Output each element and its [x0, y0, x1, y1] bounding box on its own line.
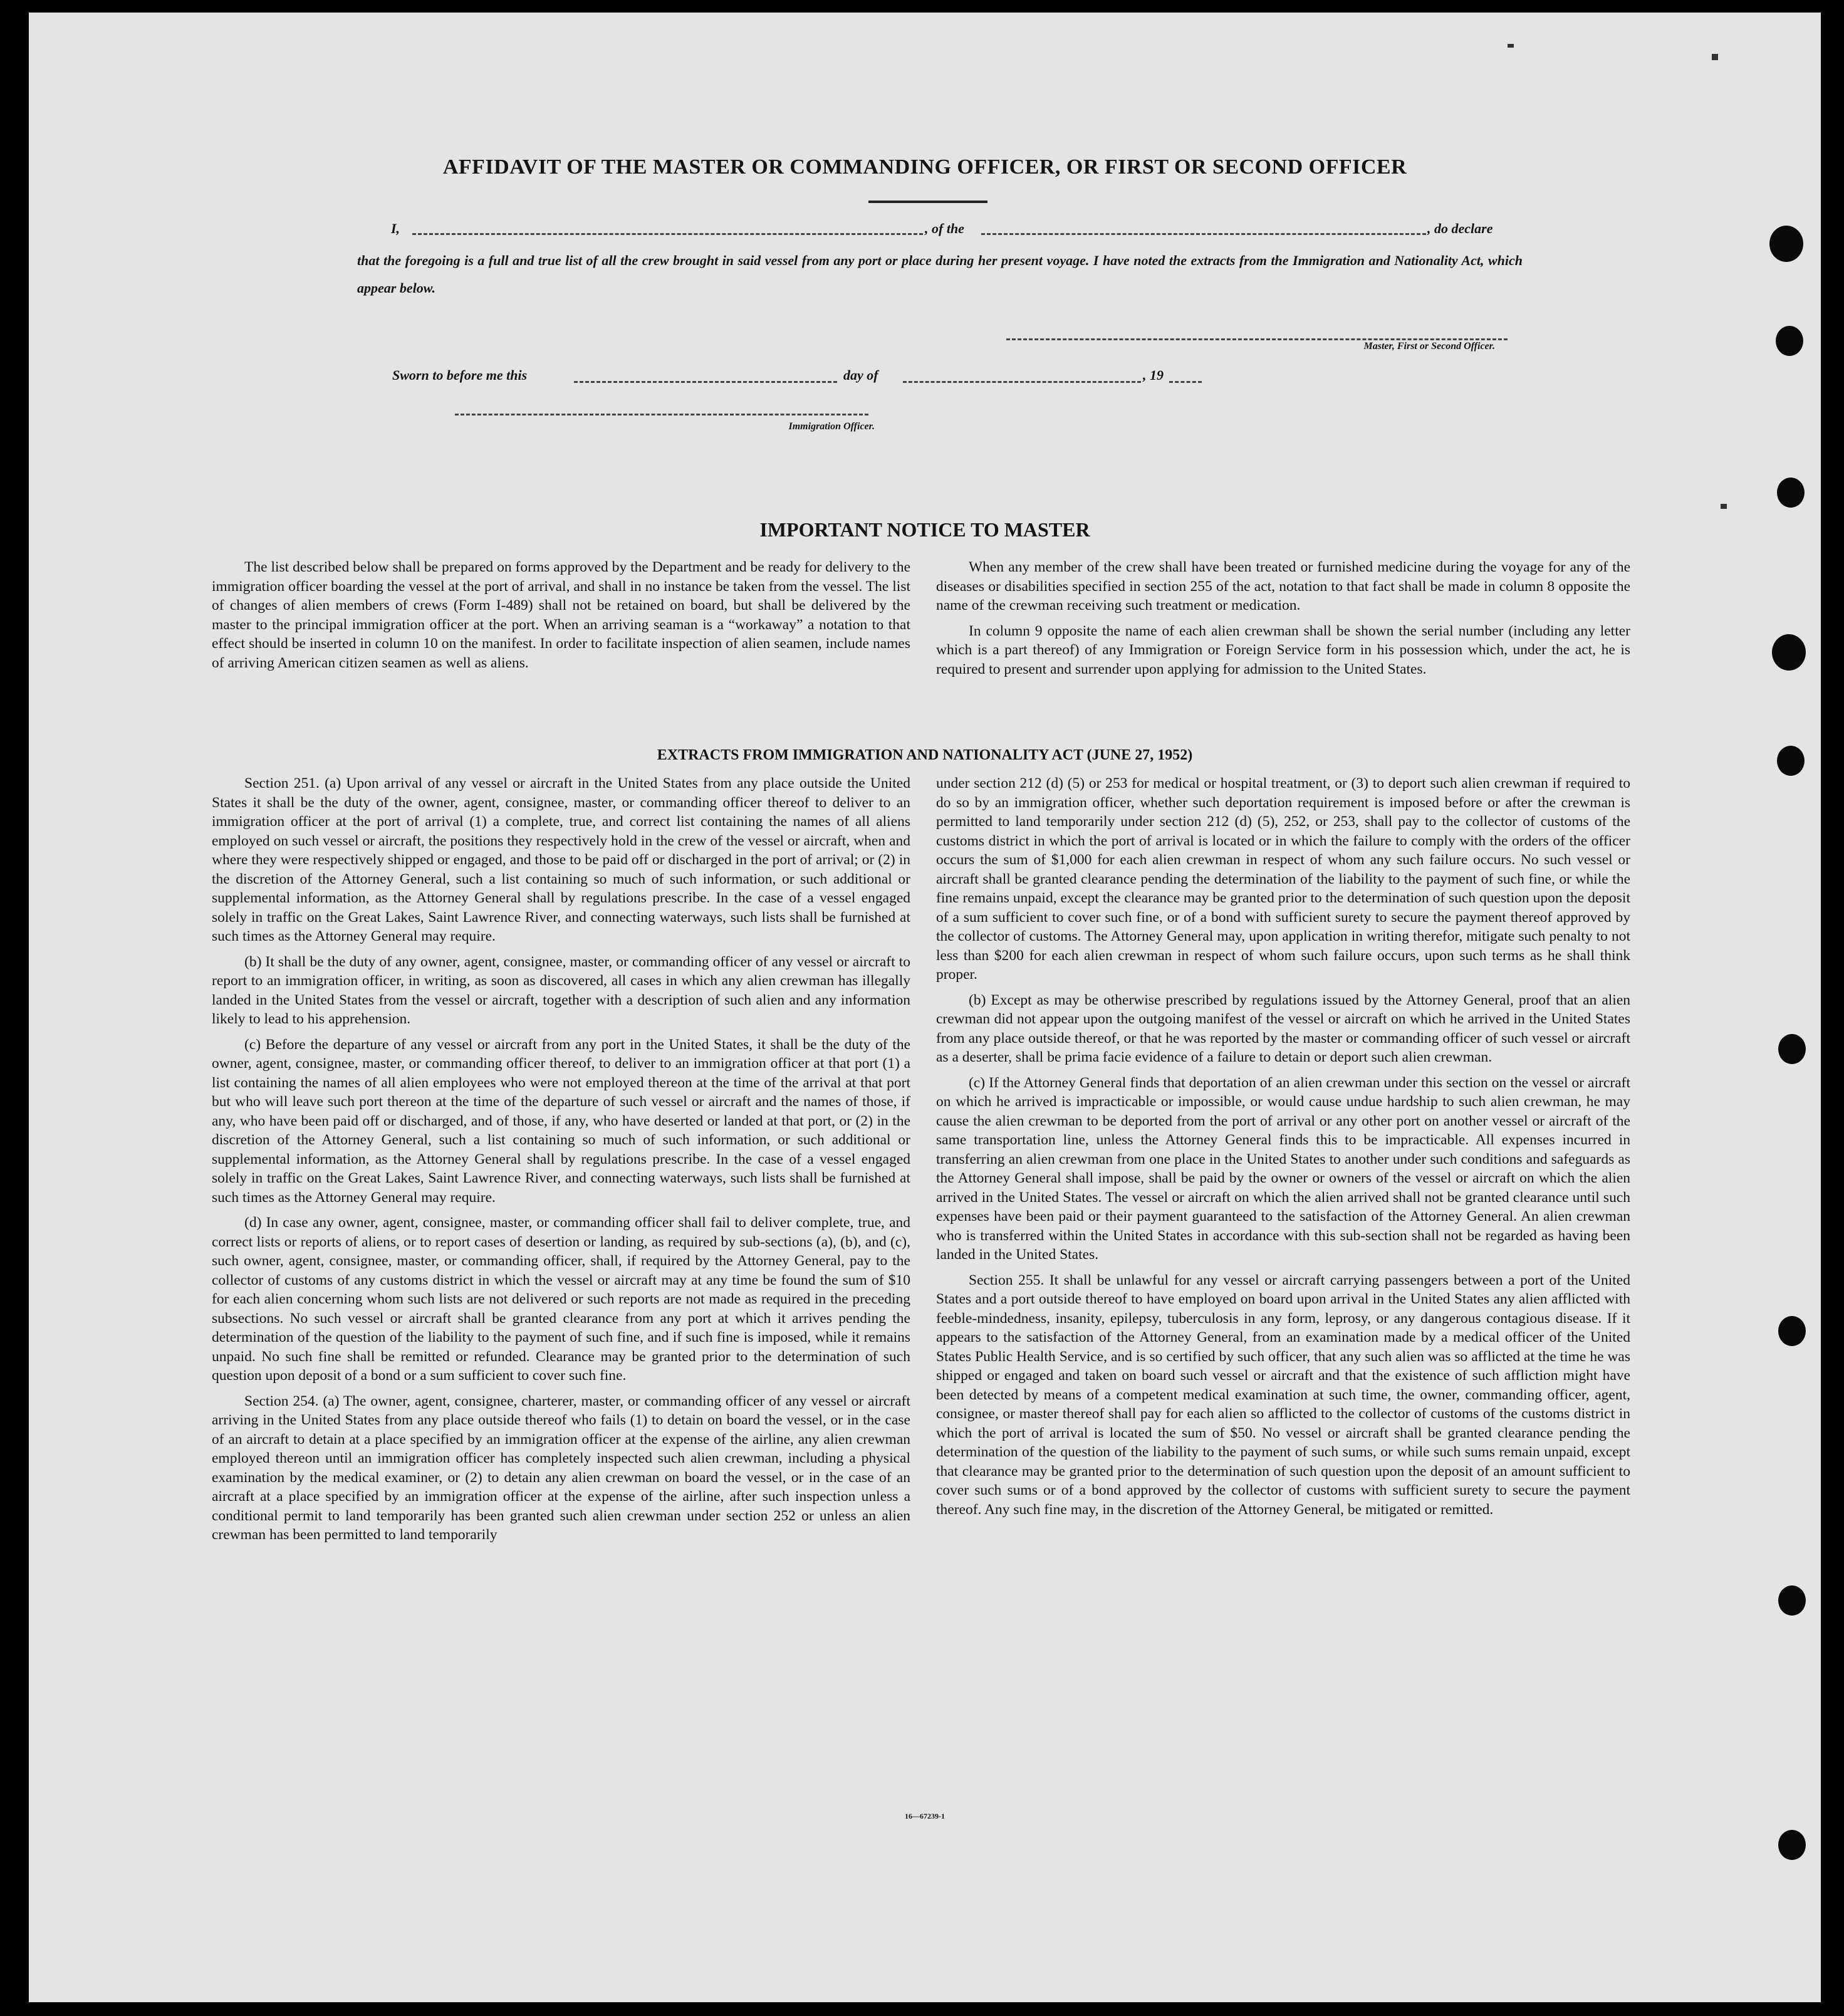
punch-hole [1777, 746, 1805, 776]
notice-right-column [936, 558, 1630, 685]
punch-hole [1778, 1316, 1806, 1346]
title-underline [868, 201, 987, 203]
extract-paragraph: (c) Before the departure of any vessel or aircraft from any port in the United States, it shall be the duty of the owner, agent, consignee, master, or commanding officer thereof, to deliver to an immigration officer at that port (1) a list containing the names of all alien employees who were not employed thereon at the time of the arrival at that port but who will leave such port thereon at the time of the departure of such vessel or aircraft and the names of those, if any, who have been paid off or discharged, and of those, if any, who have deserted or landed at that port, or (2) in the discretion of the Attorney General, such a list containing so much of such information, or such additional or supplemental information, as the Attorney General shall by regulations prescribe. In the case of a vessel engaged solely in traffic on the Great Lakes, Saint Lawrence River, and connecting waterways, such lists shall be furnished at such times as the Attorney General may require. [212, 1036, 910, 1206]
extract-paragraph: Section 254. (a) The owner, agent, consignee, charterer, master, or commanding officer of any vessel or aircraft arriving in the United States from any place outside thereof who fails (1) to detain on board the vessel, or in the case of an aircraft to detain at a place specified by an immigration officer at the expense of the airline, any alien crewman employed thereon until an immigration officer has completely inspected such alien crewman, including a physical examination by the medical examiner, or (2) to detain any alien crewman on board the vessel, or in the case of an aircraft at a place specified by an immigration officer at the expense of the airline, after such inspection unless a conditional permit to land temporarily has been granted such alien crewman under section 252 or unless an alien crewman has been permitted to land temporarily [212, 1392, 910, 1543]
master-signature-line [1006, 338, 1508, 340]
extract-paragraph: (b) Except as may be otherwise prescribed by regulations issued by the Attorney General, proof that an alien crewman did not appear upon the outgoing manifest of the vessel or aircraft on which he arrived in the United States from any place outside thereof, or that he was reported by the master or commanding officer of such vessel or aircraft as a deserter, shall be prima facie evidence of a failure to detain or deport such alien crewman. [936, 991, 1630, 1065]
year-label: , 19 [1143, 367, 1164, 383]
day-of-label: day of [843, 367, 878, 383]
sworn-day-blank [574, 381, 837, 383]
punch-hole [1772, 634, 1806, 671]
extract-paragraph: Section 255. It shall be unlawful for any vessel or aircraft carrying passengers between a port of the United States and a port outside thereof to have employed on board upon arrival in the United States any alien afflicted with feeble-mindedness, insanity, epilepsy, tuberculosis in any form, leprosy, or any dangerous contagious disease. If it appears to the satisfaction of the Attorney General, from an examination made by a medical officer of the United States Public Health Service, and is so certified by such officer, that any such alien was so afflicted at the time he was shipped or engaged and taken on board such vessel or aircraft and that the existence of such affliction might have been detected by means of a competent medical examination at such time, the owner, commanding officer, agent, consignee, or master thereof shall pay for each alien so afflicted to the collector of customs of the customs district in which the port of arrival is located the sum of $50. No vessel or aircraft shall be granted clearance pending the determination of the question of the liability to the payment of such sums, or while such sums remain unpaid, except that clearance may be granted prior to the determination of such question upon the deposit of an amount sufficient to cover such sums or of a bond approved by the collector of customs with sufficient surety to secure the payment thereof. Any such fine may, in the discretion of the Attorney General, be mitigated or remitted. [936, 1272, 1630, 1518]
sworn-year-blank [1169, 381, 1202, 383]
sworn-month-blank [903, 381, 1141, 383]
notice-right-paragraph: When any member of the crew shall have been treated or furnished medicine during the voyage for any of the diseases or disabilities specified in section 255 of the act, notation to that fact shall be made in column 8 opposite the name of the crewman receiving such treatment or medication. [936, 559, 1630, 614]
extract-paragraph: (b) It shall be the duty of any owner, agent, consignee, master, or commanding officer of any vessel or aircraft to report to an immigration officer, in writing, as soon as discovered, all cases in which any alien crewman has illegally landed in the United States from the vessel or aircraft, together with a description of such alien and any information likely to lead to his apprehension. [212, 953, 910, 1027]
extracts-right-column [936, 774, 1630, 1525]
punch-hole [1778, 1034, 1806, 1064]
i-label: I, [391, 221, 400, 236]
speck [1508, 44, 1514, 48]
name-blank [412, 233, 923, 235]
speck [1721, 504, 1727, 509]
extracts-left-column [212, 774, 910, 1551]
punch-hole [1776, 326, 1803, 356]
officer-signature-label: Immigration Officer. [788, 421, 875, 432]
document-sheet [29, 13, 1821, 2002]
vessel-blank [981, 233, 1426, 235]
extract-paragraph: under section 212 (d) (5) or 253 for medical or hospital treatment, or (3) to deport such alien crewman if required to do so by an immigration officer, whether such deportation requirement is imposed before or after the crewman is permitted to land temporarily under section 212 (d) (5), 252, or 253, shall pay to the collector of customs of the customs district in which the port of arrival is located or in which the failure to comply with the orders of the officer occurs the sum of $1,000 for each alien crewman in respect of whom any such failure occurs. No such vessel or aircraft shall be granted clearance pending the determination of the liability to the payment of such fine, or while the fine remains unpaid, except the clearance may be granted prior to the determination of such question upon the deposit of a sum sufficient to cover such fine, or of a bond with sufficient surety to secure the payment thereof approved by the collector of customs. The Attorney General may, upon application in writing therefor, mitigate such penalty to not less than $200 for each alien crewman in respect of whom such failure occurs, upon such terms as he shall think proper. [936, 775, 1630, 983]
officer-signature-line [455, 414, 868, 415]
of-the-label: , of the [925, 221, 964, 236]
extract-paragraph: (c) If the Attorney General finds that deportation of an alien crewman under this section on the vessel or aircraft on which he arrived is impracticable or impossible, or would cause undue hardship to such alien crewman, he may cause the alien crewman to be deported from the port of arrival or any other port on another vessel or aircraft of the same transportation line, unless the Attorney General finds this to be impracticable. All expenses incurred in transferring an alien crewman from one place in the United States to another under such conditions and safeguards as the Attorney General shall impose, shall be paid by the owner or owners of the vessel or aircraft on which the alien arrived in the United States. The vessel or aircraft on which the alien arrived shall not be granted clearance until such expenses have been paid or their payment guaranteed to the satisfaction of the Attorney General. An alien crewman who is transferred within the United States in accordance with this sub-section shall not be regarded as having been landed in the United States. [936, 1074, 1630, 1263]
notice-title: IMPORTANT NOTICE TO MASTER [759, 518, 1090, 541]
speck [1712, 54, 1718, 60]
punch-hole [1778, 1830, 1806, 1860]
notice-left-paragraph: The list described below shall be prepared on forms approved by the Department and be ready for delivery to the immigration officer boarding the vessel at the port of arrival, and shall in no instance be taken from the vessel. The list of changes of alien members of crews (Form I-489) shall not be retained on board, but shall be delivered by the master to the principal immigration officer at the port. When an arriving seaman is a “workaway” a notation to that effect should be inserted in column 10 on the manifest. In order to facilitate inspection of alien seamen, include names of arriving American citizen seamen as well as aliens. [212, 559, 910, 671]
notice-right-paragraph: In column 9 opposite the name of each alien crewman shall be shown the serial number (including any letter which is a part thereof) of any Immigration or Foreign Service form in his possession which, under the act, he is required to present and surrender upon applying for admission to the United States. [936, 622, 1630, 677]
extract-paragraph: (d) In case any owner, agent, consignee, master, or commanding officer shall fail to deliver complete, true, and correct lists or reports of aliens, or to report cases of desertion or landing, as required by sub-sections (a), (b), and (c), such owner, agent, consignee, master, or commanding officer, shall, if required by the Attorney General, pay to the collector of customs of any customs district in which the vessel or aircraft may at any time be found the sum of $10 for each alien concerning whom such lists are not delivered or such reports are not made as required in the preceding subsections. No such vessel or aircraft shall be granted clearance from any port at which it arrives pending the determination of the question of the liability to the payment of such fine, and if such fine is imposed, while it remains unpaid. No such fine shall be remitted or refunded. Clearance may be granted prior to the determination of such question upon deposit of a bond or a sum sufficient to cover such fine. [212, 1214, 910, 1384]
sworn-label: Sworn to before me this [392, 367, 528, 383]
extract-paragraph: Section 251. (a) Upon arrival of any vessel or aircraft in the United States from any place outside the United States it shall be the duty of the owner, agent, consignee, master, or commanding officer thereof to deliver to an immigration officer at the port of arrival (1) a complete, true, and correct list containing the names of all aliens employed on such vessel or aircraft, the positions they respectively hold in the crew of the vessel or aircraft, when and where they were respectively shipped or engaged, and those to be paid off or discharged in the port of arrival; or (2) in the discretion of the Attorney General, such a list containing so much of such information, or such additional or supplemental information, as the Attorney General shall by regulations prescribe. In the case of a vessel engaged solely in traffic on the Great Lakes, Saint Lawrence River, and connecting waterways, such lists shall be furnished at such times as the Attorney General may require. [212, 775, 910, 944]
affidavit-title: AFFIDAVIT OF THE MASTER OR COMMANDING OFFICER, OR FIRST OR SECOND OFFICER [442, 155, 1407, 179]
form-code: 16—67239-1 [905, 1812, 945, 1820]
master-signature-label: Master, First or Second Officer. [1363, 341, 1495, 352]
do-declare-label: , do declare [1427, 221, 1493, 236]
notice-left-column [212, 558, 910, 679]
punch-hole [1778, 1585, 1806, 1616]
extracts-title: EXTRACTS FROM IMMIGRATION AND NATIONALITY ACT (JUNE 27, 1952) [657, 747, 1193, 763]
declaration-text: that the foregoing is a full and true list of all the crew brought in said vessel from any port or place during her present voyage. I have noted the extracts from the Immigration and Nationality Act, which appear below. [357, 253, 1523, 296]
punch-hole [1769, 226, 1803, 262]
punch-hole [1777, 478, 1805, 508]
